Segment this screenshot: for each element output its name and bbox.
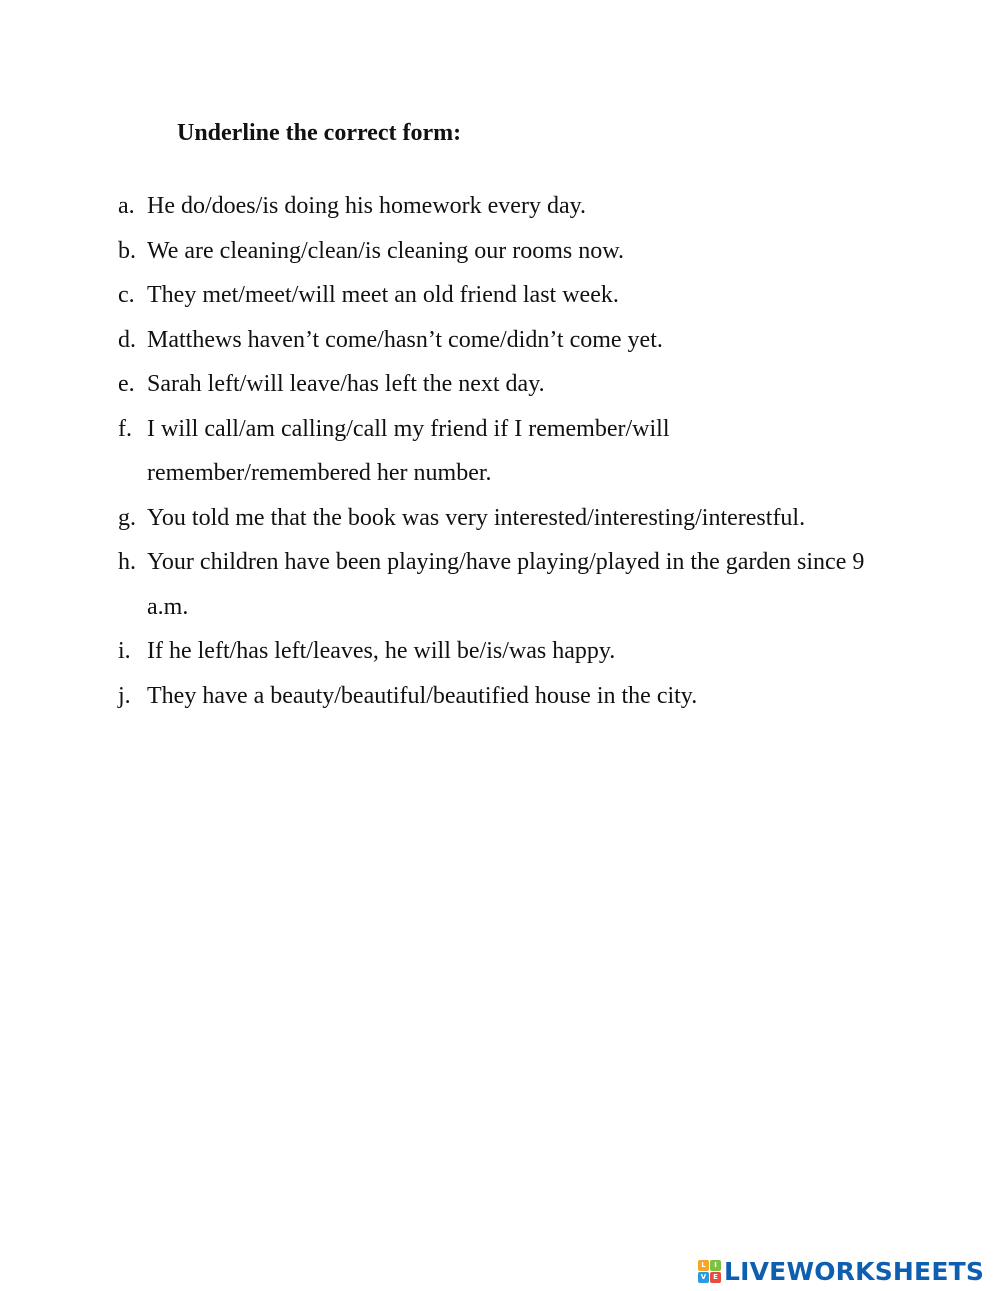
exercise-item — [118, 496, 898, 541]
item-letter: a. — [118, 193, 135, 219]
exercise-item — [118, 184, 898, 229]
logo-tile-v: V — [698, 1272, 709, 1283]
item-text: He do/does/is doing his homework every day. — [147, 193, 587, 219]
item-text: Sarah left/will leave/has left the next day. — [147, 371, 545, 397]
exercise-list — [118, 184, 898, 718]
exercise-item — [118, 407, 898, 496]
item-text: Your children have been playing/have playing/played in the garden since 9 a.m. — [147, 549, 865, 620]
item-letter: e. — [118, 371, 135, 397]
item-text: We are cleaning/clean/is cleaning our rooms now. — [147, 237, 624, 264]
liveworksheets-logo[interactable] — [698, 1256, 984, 1286]
item-text: You told me that the book was very interested/interesting/interestful. — [147, 504, 806, 531]
liveworksheets-logo-icon — [698, 1260, 721, 1283]
item-letter: f. — [118, 415, 132, 442]
item-text: Matthews haven’t come/hasn’t come/didn’t come yet. — [147, 326, 663, 353]
item-text: If he left/has left/leaves, he will be/is/was happy. — [147, 638, 616, 664]
logo-text: LIVEWORKSHEETS — [724, 1256, 985, 1286]
item-letter: c. — [118, 282, 135, 308]
worksheet-title: Underline the correct form: — [177, 120, 462, 146]
logo-tile-e: E — [710, 1272, 721, 1283]
logo-tile-l: L — [698, 1260, 709, 1271]
exercise-item — [118, 629, 898, 674]
item-letter: g. — [118, 504, 136, 531]
item-letter: d. — [118, 326, 136, 353]
item-letter: h. — [118, 549, 136, 575]
exercise-item — [118, 229, 898, 274]
item-text: I will call/am calling/call my friend if I remember/will remember/remembered her number. — [147, 415, 670, 486]
exercise-item — [118, 674, 898, 719]
item-text: They have a beauty/beautiful/beautified house in the city. — [147, 682, 698, 709]
item-text: They met/meet/will meet an old friend last week. — [147, 282, 619, 308]
exercise-item — [118, 318, 898, 363]
exercise-item — [118, 362, 898, 407]
exercise-item — [118, 540, 898, 629]
exercise-item — [118, 273, 898, 318]
item-letter: j. — [118, 682, 131, 709]
item-letter: b. — [118, 237, 136, 264]
logo-tile-i: I — [710, 1260, 721, 1271]
item-letter: i. — [118, 638, 131, 664]
